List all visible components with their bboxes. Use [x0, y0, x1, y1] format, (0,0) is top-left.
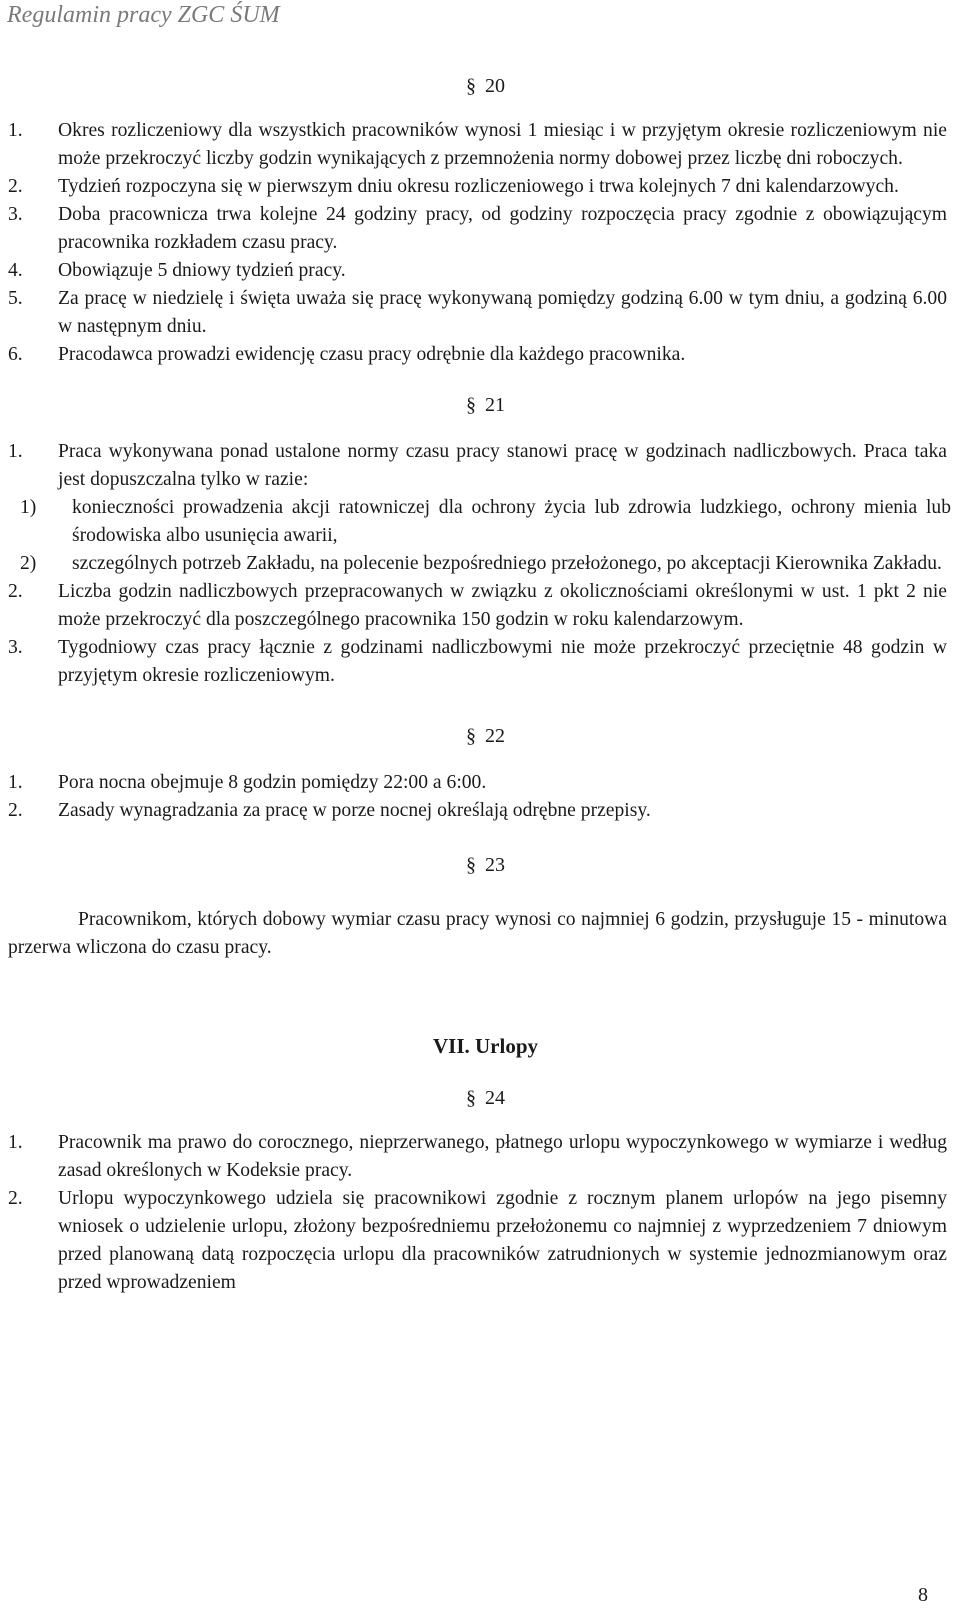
page-number: 8: [918, 1584, 928, 1606]
section-number: 21: [484, 394, 505, 416]
sub-list-item: [0, 494, 951, 550]
item-number: 3.: [8, 637, 23, 658]
item-text: Pora nocna obejmuje 8 godzin pomiędzy 22:00 a 6:00.: [58, 772, 487, 793]
item-text: Zasady wynagradzania za pracę w porze nocnej określają odrębne przepisy.: [58, 800, 651, 821]
running-header: Regulamin pracy ZGC ŚUM: [7, 2, 280, 28]
section-sign: §: [466, 854, 477, 876]
section-sign: §: [466, 75, 477, 97]
item-number: 2.: [8, 581, 23, 602]
subitem-number: 1): [20, 497, 37, 518]
item-text: Obowiązuje 5 dniowy tydzień pracy.: [58, 260, 346, 281]
list-item: [0, 257, 951, 285]
item-number: 2.: [8, 800, 23, 821]
section-number: 22: [484, 725, 505, 747]
section-heading-22: [0, 722, 951, 751]
item-number: 5.: [8, 288, 23, 309]
section-sign: §: [466, 394, 477, 416]
item-text: Pracownik ma prawo do corocznego, nieprzerwanego, płatnego urlopu wypoczynkowego w wymiarze i według zasad określonych w Kodeksie pracy.: [58, 1132, 947, 1181]
item-text: Tydzień rozpoczyna się w pierwszym dniu okresu rozliczeniowego i trwa kolejnych 7 dni kalendarzowych.: [58, 176, 899, 197]
section-number: 20: [484, 75, 505, 97]
list-item: [0, 797, 951, 825]
document-body: [0, 72, 951, 1297]
subitem-text: szczególnych potrzeb Zakładu, na polecenie bezpośredniego przełożonego, po akceptacji Kierownika Zakładu.: [72, 553, 942, 574]
list-item: [0, 285, 951, 341]
item-text: Pracodawca prowadzi ewidencję czasu pracy odrębnie dla każdego pracownika.: [58, 344, 686, 365]
item-number: 1.: [8, 1132, 23, 1153]
chapter-title: VII. Urlopy: [432, 1034, 538, 1058]
section-number: 23: [484, 854, 505, 876]
list-item: [0, 1129, 951, 1185]
item-number: 6.: [8, 344, 23, 365]
sub-list-item: [0, 550, 951, 578]
list-item: [0, 769, 951, 797]
section-heading-23: [0, 851, 951, 880]
paragraph-text: Pracownikom, których dobowy wymiar czasu pracy wynosi co najmniej 6 godzin, przysługuje 15 - minutowa przerwa wliczona do czasu pracy.: [8, 909, 947, 958]
list-item: [0, 201, 951, 257]
list-item: [0, 341, 951, 369]
subitem-number: 2): [20, 553, 37, 574]
item-text: Okres rozliczeniowy dla wszystkich pracowników wynosi 1 miesiąc i w przyjętym okresie rozliczeniowym nie może przekroczyć liczby godzin wynikających z przemnożenia normy dobowej przez liczbę dni roboczych.: [58, 120, 947, 169]
item-text: Urlopu wypoczynkowego udziela się pracownikowi zgodnie z rocznym planem urlopów na jego pisemny wniosek o udzielenie urlopu, złożony bezpośredniemu przełożonemu co najmniej z wyprzedzeniem 7 dniowym przed planowaną datą rozpoczęcia urlopu dla pracowników zatrudnionych w systemie jednozmianowym oraz przed wprowadzeniem: [58, 1188, 947, 1293]
list-item: [0, 634, 951, 690]
list-item: [0, 117, 951, 173]
list-item: [0, 578, 951, 634]
item-text: Doba pracownicza trwa kolejne 24 godziny pracy, od godziny rozpoczęcia pracy zgodnie z obowiązującym pracownika rozkładem czasu pracy.: [58, 204, 947, 253]
item-text: Tygodniowy czas pracy łącznie z godzinami nadliczbowymi nie może przekroczyć przeciętnie 48 godzin w przyjętym okresie rozliczeniowym.: [58, 637, 947, 686]
list-item: [0, 173, 951, 201]
item-number: 1.: [8, 120, 23, 141]
item-text: Liczba godzin nadliczbowych przepracowanych w związku z okolicznościami określonymi w ust. 1 pkt 2 nie może przekroczyć dla poszczególnego pracownika 150 godzin w roku kalendarzowym.: [58, 581, 947, 630]
item-number: 1.: [8, 772, 23, 793]
section-sign: §: [466, 725, 477, 747]
section-heading-20: [0, 72, 951, 101]
item-number: 2.: [8, 176, 23, 197]
section-sign: §: [466, 1087, 477, 1109]
list-item: [0, 1185, 951, 1297]
item-number: 1.: [8, 441, 23, 462]
list-item: [0, 438, 951, 494]
section-heading-21: [0, 391, 951, 420]
section-heading-24: [0, 1084, 951, 1113]
item-number: 2.: [8, 1188, 23, 1209]
section-number: 24: [484, 1087, 505, 1109]
item-text: Praca wykonywana ponad ustalone normy czasu pracy stanowi pracę w godzinach nadliczbowych. Praca taka jest dopuszczalna tylko w razie:: [58, 441, 947, 490]
subitem-text: konieczności prowadzenia akcji ratowniczej dla ochrony życia lub zdrowia ludzkiego, ochrony mienia lub środowiska albo usunięcia awarii,: [72, 497, 951, 546]
item-text: Za pracę w niedzielę i święta uważa się pracę wykonywaną pomiędzy godziną 6.00 w tym dniu, a godziną 6.00 w następnym dniu.: [58, 288, 947, 337]
item-number: 4.: [8, 260, 23, 281]
item-number: 3.: [8, 204, 23, 225]
